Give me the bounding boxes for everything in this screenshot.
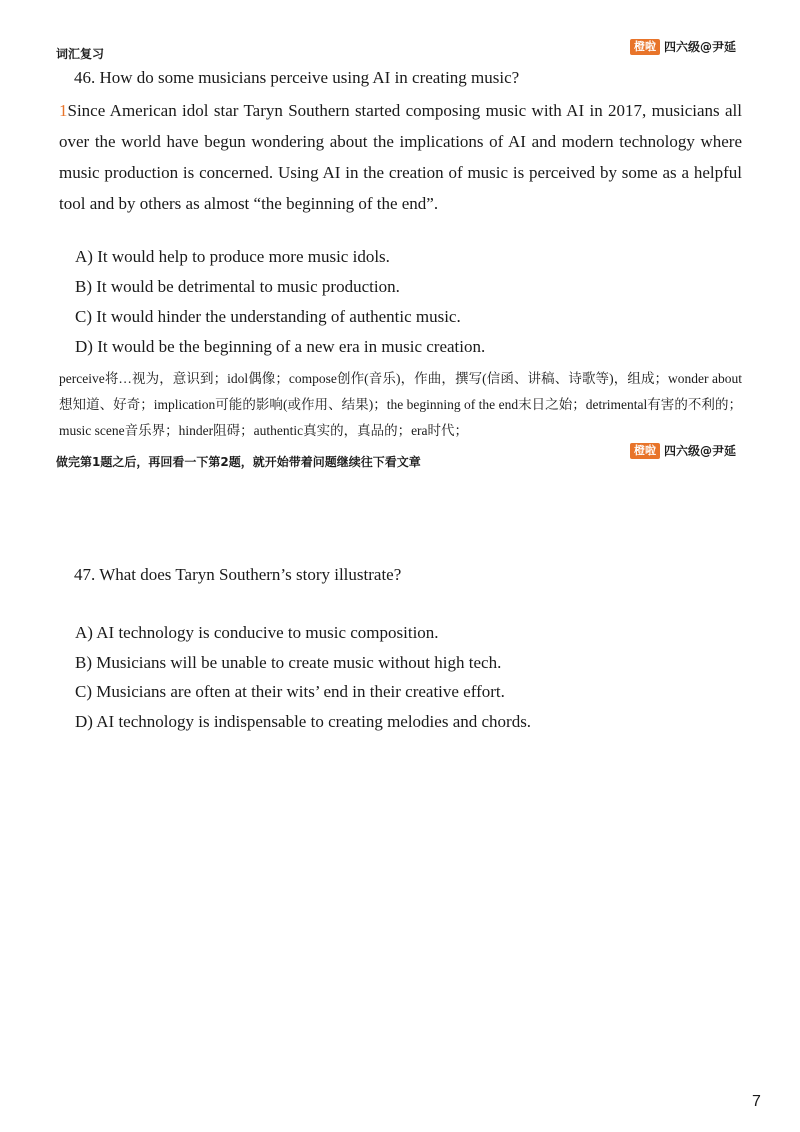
page-number: 7 [752,1093,761,1110]
brand-watermark [630,38,736,55]
question-47-title: 47. What does Taryn Southern’s story illustrate? [74,565,402,584]
brand-text: 四六级@尹延 [664,40,737,54]
q47-option-c: C) Musicians are often at their wits’ end in their creative effort. [75,682,505,701]
q46-option-b: B) It would be detrimental to music production. [75,277,400,296]
q47-option-d: D) AI technology is indispensable to creating melodies and chords. [75,712,532,731]
passage-text: Since American idol star Taryn Southern started composing music with AI in 2017, musicians all over the world have begun wondering about the implications of AI and modern technology where music production is concerned. Using AI in the creation of music is perceived by some as a helpful tool and by others as almost “the beginning of the end”. [59,101,742,213]
brand-logo: 橙啦 [630,443,660,459]
passage-paragraph [59,95,742,219]
q47-option-b: B) Musicians will be unable to create music without high tech. [75,653,502,672]
section-label: 词汇复习 [56,47,105,61]
vocabulary-notes: perceive将…视为，意识到；idol偶像；compose创作(音乐)，作曲，撰写(信函、讲稿、诗歌等)，组成；wonder about想知道、好奇；implication可能的影响(或作用、结果)；the beginning of the end末日之始；detrimental有害的不利的；music scene音乐界；hinder阻碍；authentic真实的，真品的；era时代； [59,371,742,438]
brand-watermark-2 [630,442,736,459]
q47-option-a: A) AI technology is conducive to music composition. [75,623,439,642]
question-46-title: 46. How do some musicians perceive using AI in creating music? [74,68,520,87]
reading-instruction: 做完第1题之后，再回看一下第2题，就开始带着问题继续往下看文章 [56,455,421,469]
paragraph-number: 1 [59,101,68,120]
brand-text: 四六级@尹延 [664,444,737,458]
q46-option-d: D) It would be the beginning of a new era in music creation. [75,337,486,356]
q46-option-a: A) It would help to produce more music idols. [75,247,390,266]
q46-option-c: C) It would hinder the understanding of authentic music. [75,307,461,326]
brand-logo: 橙啦 [630,39,660,55]
